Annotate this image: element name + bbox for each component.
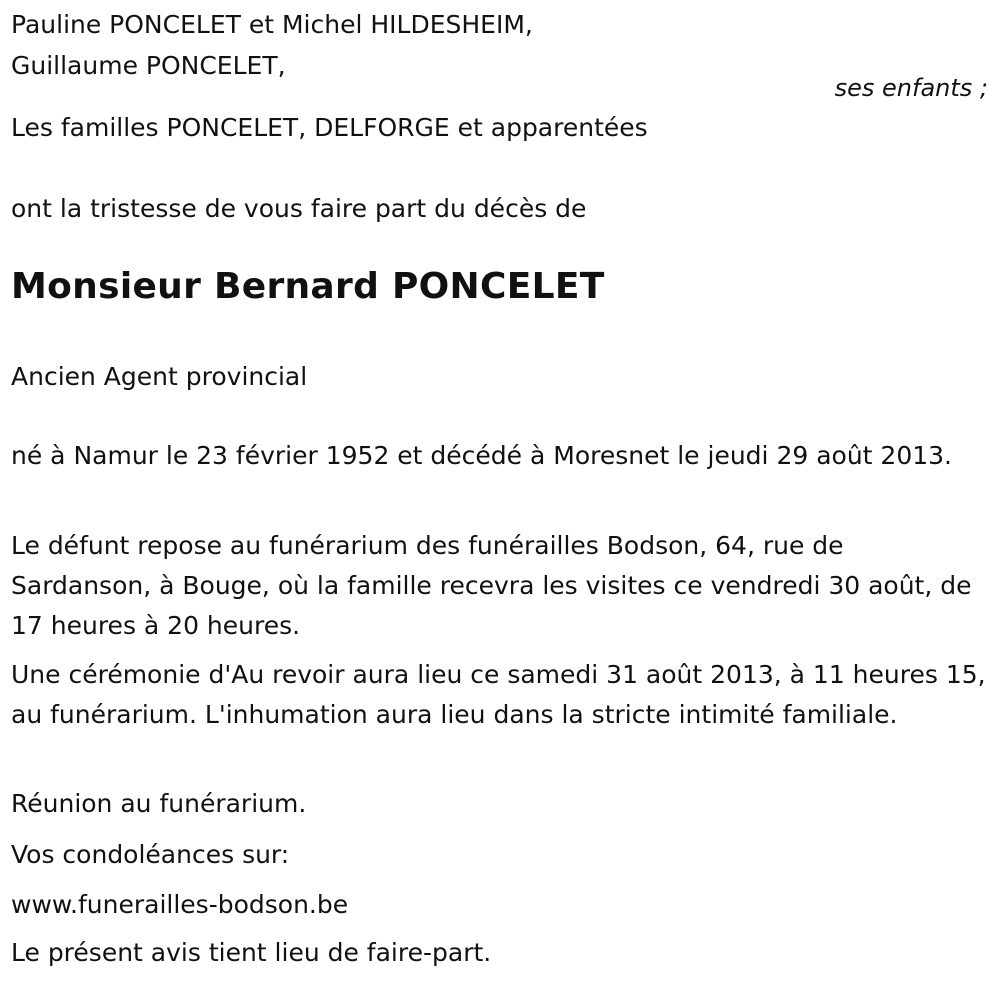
notice-paragraph: Le présent avis tient lieu de faire-part. xyxy=(11,938,492,967)
deceased-occupation: Ancien Agent provincial xyxy=(11,362,308,391)
announcement-text: ont la tristesse de vous faire part du décès de xyxy=(11,194,587,223)
birth-death-paragraph: né à Namur le 23 février 1952 et décédé à Moresnet le jeudi 29 août 2013. xyxy=(11,441,952,470)
family-line-1: Pauline PONCELET et Michel HILDESHEIM, xyxy=(11,10,533,39)
extended-family: Les familles PONCELET, DELFORGE et apparentées xyxy=(11,113,648,142)
reunion-paragraph: Réunion au funérarium. xyxy=(11,789,307,818)
family-line-2: Guillaume PONCELET, xyxy=(11,51,286,80)
condolences-label: Vos condoléances sur: xyxy=(11,840,290,869)
condolences-website[interactable]: www.funerailles-bodson.be xyxy=(11,890,349,919)
children-label: ses enfants ; xyxy=(834,74,988,102)
deceased-name: Monsieur Bernard PONCELET xyxy=(11,266,605,307)
ceremony-paragraph: Une cérémonie d'Au revoir aura lieu ce samedi 31 août 2013, à 11 heures 15, au funérarium. L'inhumation aura lieu dans la stricte intimité familiale. xyxy=(11,660,986,729)
visitation-paragraph: Le défunt repose au funérarium des funérailles Bodson, 64, rue de Sardanson, à Bouge, où la famille recevra les visites ce vendredi 30 août, de 17 heures à 20 heures. xyxy=(11,531,972,640)
